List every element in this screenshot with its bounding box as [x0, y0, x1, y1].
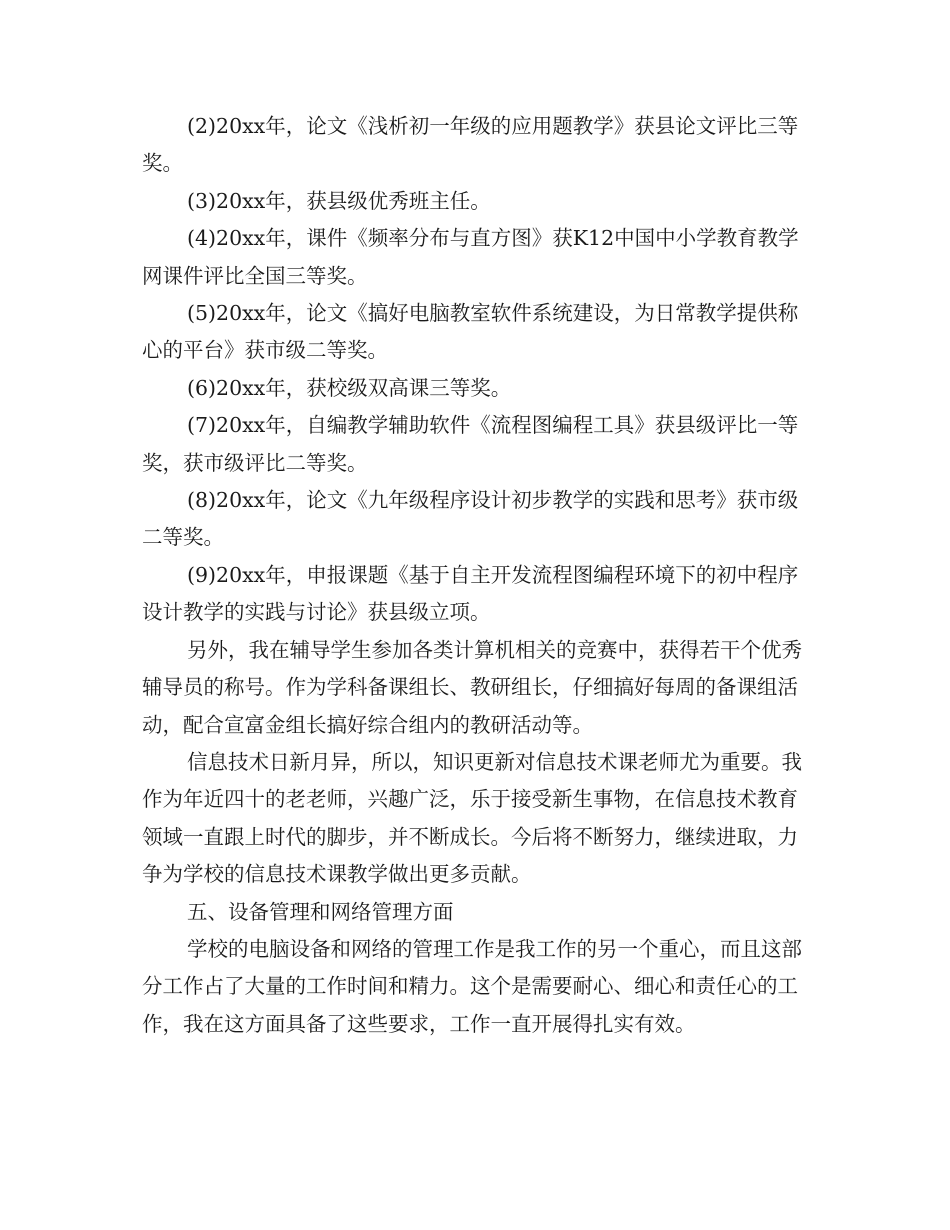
award-item-6: (6)20xx年，获校级双高课三等奖。 [187, 375, 512, 400]
award-item-8: (8)20xx年，论文《九年级程序设计初步教学的实践和思考》获市级二等奖。 [142, 488, 799, 550]
award-item-5: (5)20xx年，论文《搞好电脑教室软件系统建设，为日常教学提供称心的平台》获市级二等奖。 [142, 301, 799, 363]
award-item-7: (7)20xx年，自编教学辅助软件《流程图编程工具》获县级评比一等奖，获市级评比二等奖。 [142, 413, 799, 475]
section-heading-equipment-network: 五、设备管理和网络管理方面 [187, 899, 454, 924]
award-item-3: (3)20xx年，获县级优秀班主任。 [187, 188, 491, 213]
paragraph-professional-growth: 信息技术日新月异，所以，知识更新对信息技术课老师尤为重要。我作为年近四十的老老师，兴趣广泛，乐于接受新生事物，在信息技术教育领域一直跟上时代的脚步，并不断成长。今后将不断努力，继续进取，力争为学校的信息技术课教学做出更多贡献。 [142, 749, 802, 887]
paragraph-equipment-management: 学校的电脑设备和网络的管理工作是我工作的另一个重心，而且这部分工作占了大量的工作时间和精力。这个是需要耐心、细心和责任心的工作，我在这方面具备了这些要求，工作一直开展得扎实有效。 [142, 936, 802, 1036]
award-item-4: (4)20xx年，课件《频率分布与直方图》获K12中国中小学教育教学网课件评比全国三等奖。 [142, 226, 799, 288]
award-item-9: (9)20xx年，申报课题《基于自主开发流程图编程环境下的初中程序设计教学的实践与讨论》获县级立项。 [142, 562, 799, 625]
award-item-2: (2)20xx年，论文《浅析初一年级的应用题教学》获县论文评比三等奖。 [142, 114, 799, 176]
document-body [142, 108, 814, 1043]
paragraph-competition-coaching: 另外，我在辅导学生参加各类计算机相关的竞赛中，获得若干个优秀辅导员的称号。作为学科备课组长、教研组长，仔细搞好每周的备课组活动，配合宣富金组长搞好综合组内的教研活动等。 [142, 637, 802, 737]
